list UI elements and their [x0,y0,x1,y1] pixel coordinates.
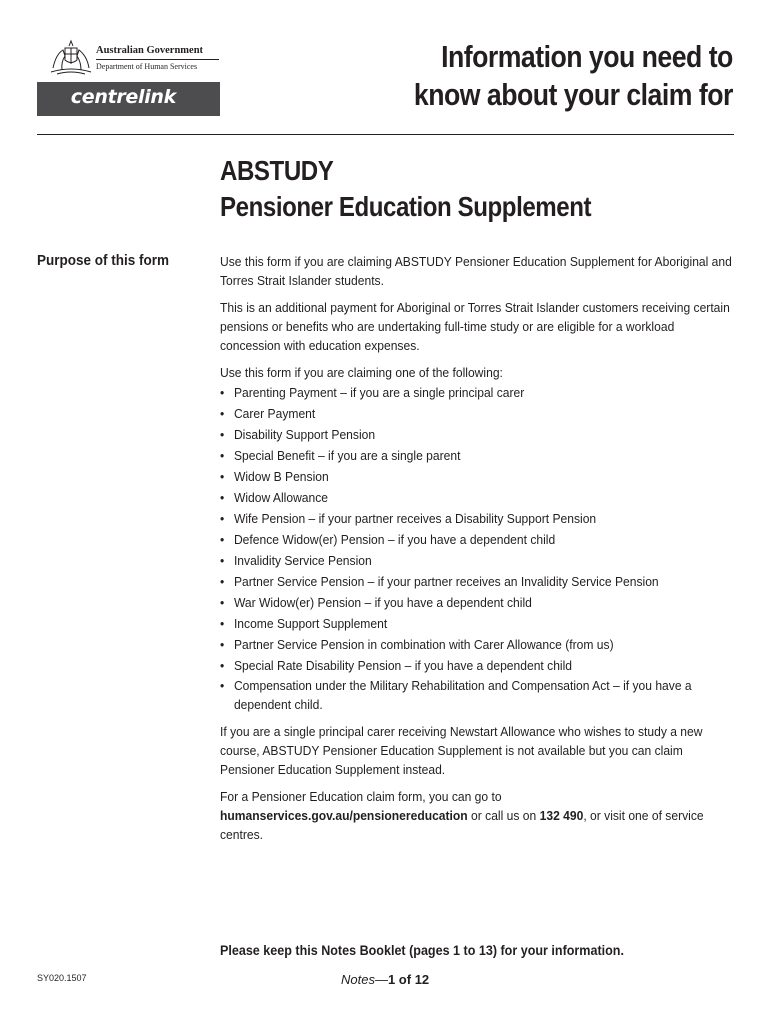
claim-form-text: For a Pensioner Education claim form, you can go to [220,789,502,804]
list-item: • Partner Service Pension in combination with Carer Allowance (from us) [220,634,737,655]
list-item: • Partner Service Pension – if your partner receives an Invalidity Service Pension [220,571,737,592]
page-count: 1 of 12 [387,972,430,987]
website-link[interactable]: humanservices.gov.au/pensionereducation [220,808,468,823]
purpose-paragraph: Use this form if you are claiming ABSTUDY Pensioner Education Supplement for Aboriginal and Torres Strait Islander students. [220,254,732,288]
claim-form-paragraph [220,787,737,844]
centrelink-brand-bar [37,82,220,116]
additional-payment-paragraph: This is an additional payment for Aboriginal or Torres Strait Islander customers receiving certain pensions or benefits who are undertaking full-time study or are eligible for a workload concession with education expenses. [220,300,730,353]
eligible-payments-list [220,382,737,714]
page-number [341,972,429,987]
newstart-paragraph: If you are a single principal carer receiving Newstart Allowance who wishes to study a new course, ABSTUDY Pensioner Education Supplement is not available but you can claim Pensioner Education Supplement instead. [220,724,703,777]
list-item: • Carer Payment [220,403,737,424]
form-title-line1: ABSTUDY [220,155,334,186]
form-title [220,153,591,225]
list-item: • Special Rate Disability Pension – if you have a dependent child [220,655,737,676]
header-title-line2: know about your claim for [414,77,733,112]
list-item: • Invalidity Service Pension [220,550,737,571]
logo-divider [96,59,219,60]
form-code: SY020.1507 [37,973,87,983]
section-content [220,252,735,852]
department-name: Department of Human Services [96,62,198,71]
call-text: or call us on [467,808,540,823]
list-item: • Widow Allowance [220,487,737,508]
header-title-line1: Information you need to [441,39,733,74]
list-item: • Widow B Pension [220,466,737,487]
list-item: • Parenting Payment – if you are a single principal carer [220,382,737,403]
header-title [414,38,733,114]
header-divider [37,134,734,135]
booklet-note: Please keep this Notes Booklet (pages 1 to 13) for your information. [220,943,624,958]
list-item: • Defence Widow(er) Pension – if you have a dependent child [220,529,737,550]
page-label: Notes [341,972,375,987]
list-item: • Disability Support Pension [220,424,737,445]
visit-text: , or visit one of service centres. [220,808,704,842]
list-item: • Compensation under the Military Rehabilitation and Compensation Act – if you have a dependent child. [220,676,737,714]
list-intro: Use this form if you are claiming one of the following: [220,365,503,380]
section-heading: Purpose of this form [37,252,170,269]
list-item: • War Widow(er) Pension – if you have a dependent child [220,592,737,613]
page-dash: — [374,972,388,987]
coat-of-arms-icon [49,38,93,76]
form-title-line2: Pensioner Education Supplement [220,191,592,222]
government-name: Australian Government [96,45,204,56]
list-item: • Special Benefit – if you are a single parent [220,445,737,466]
list-item: • Wife Pension – if your partner receives a Disability Support Pension [220,508,737,529]
list-item: • Income Support Supplement [220,613,737,634]
centrelink-wordmark: centrelink [70,86,176,108]
phone-number: 132 490 [539,808,584,823]
